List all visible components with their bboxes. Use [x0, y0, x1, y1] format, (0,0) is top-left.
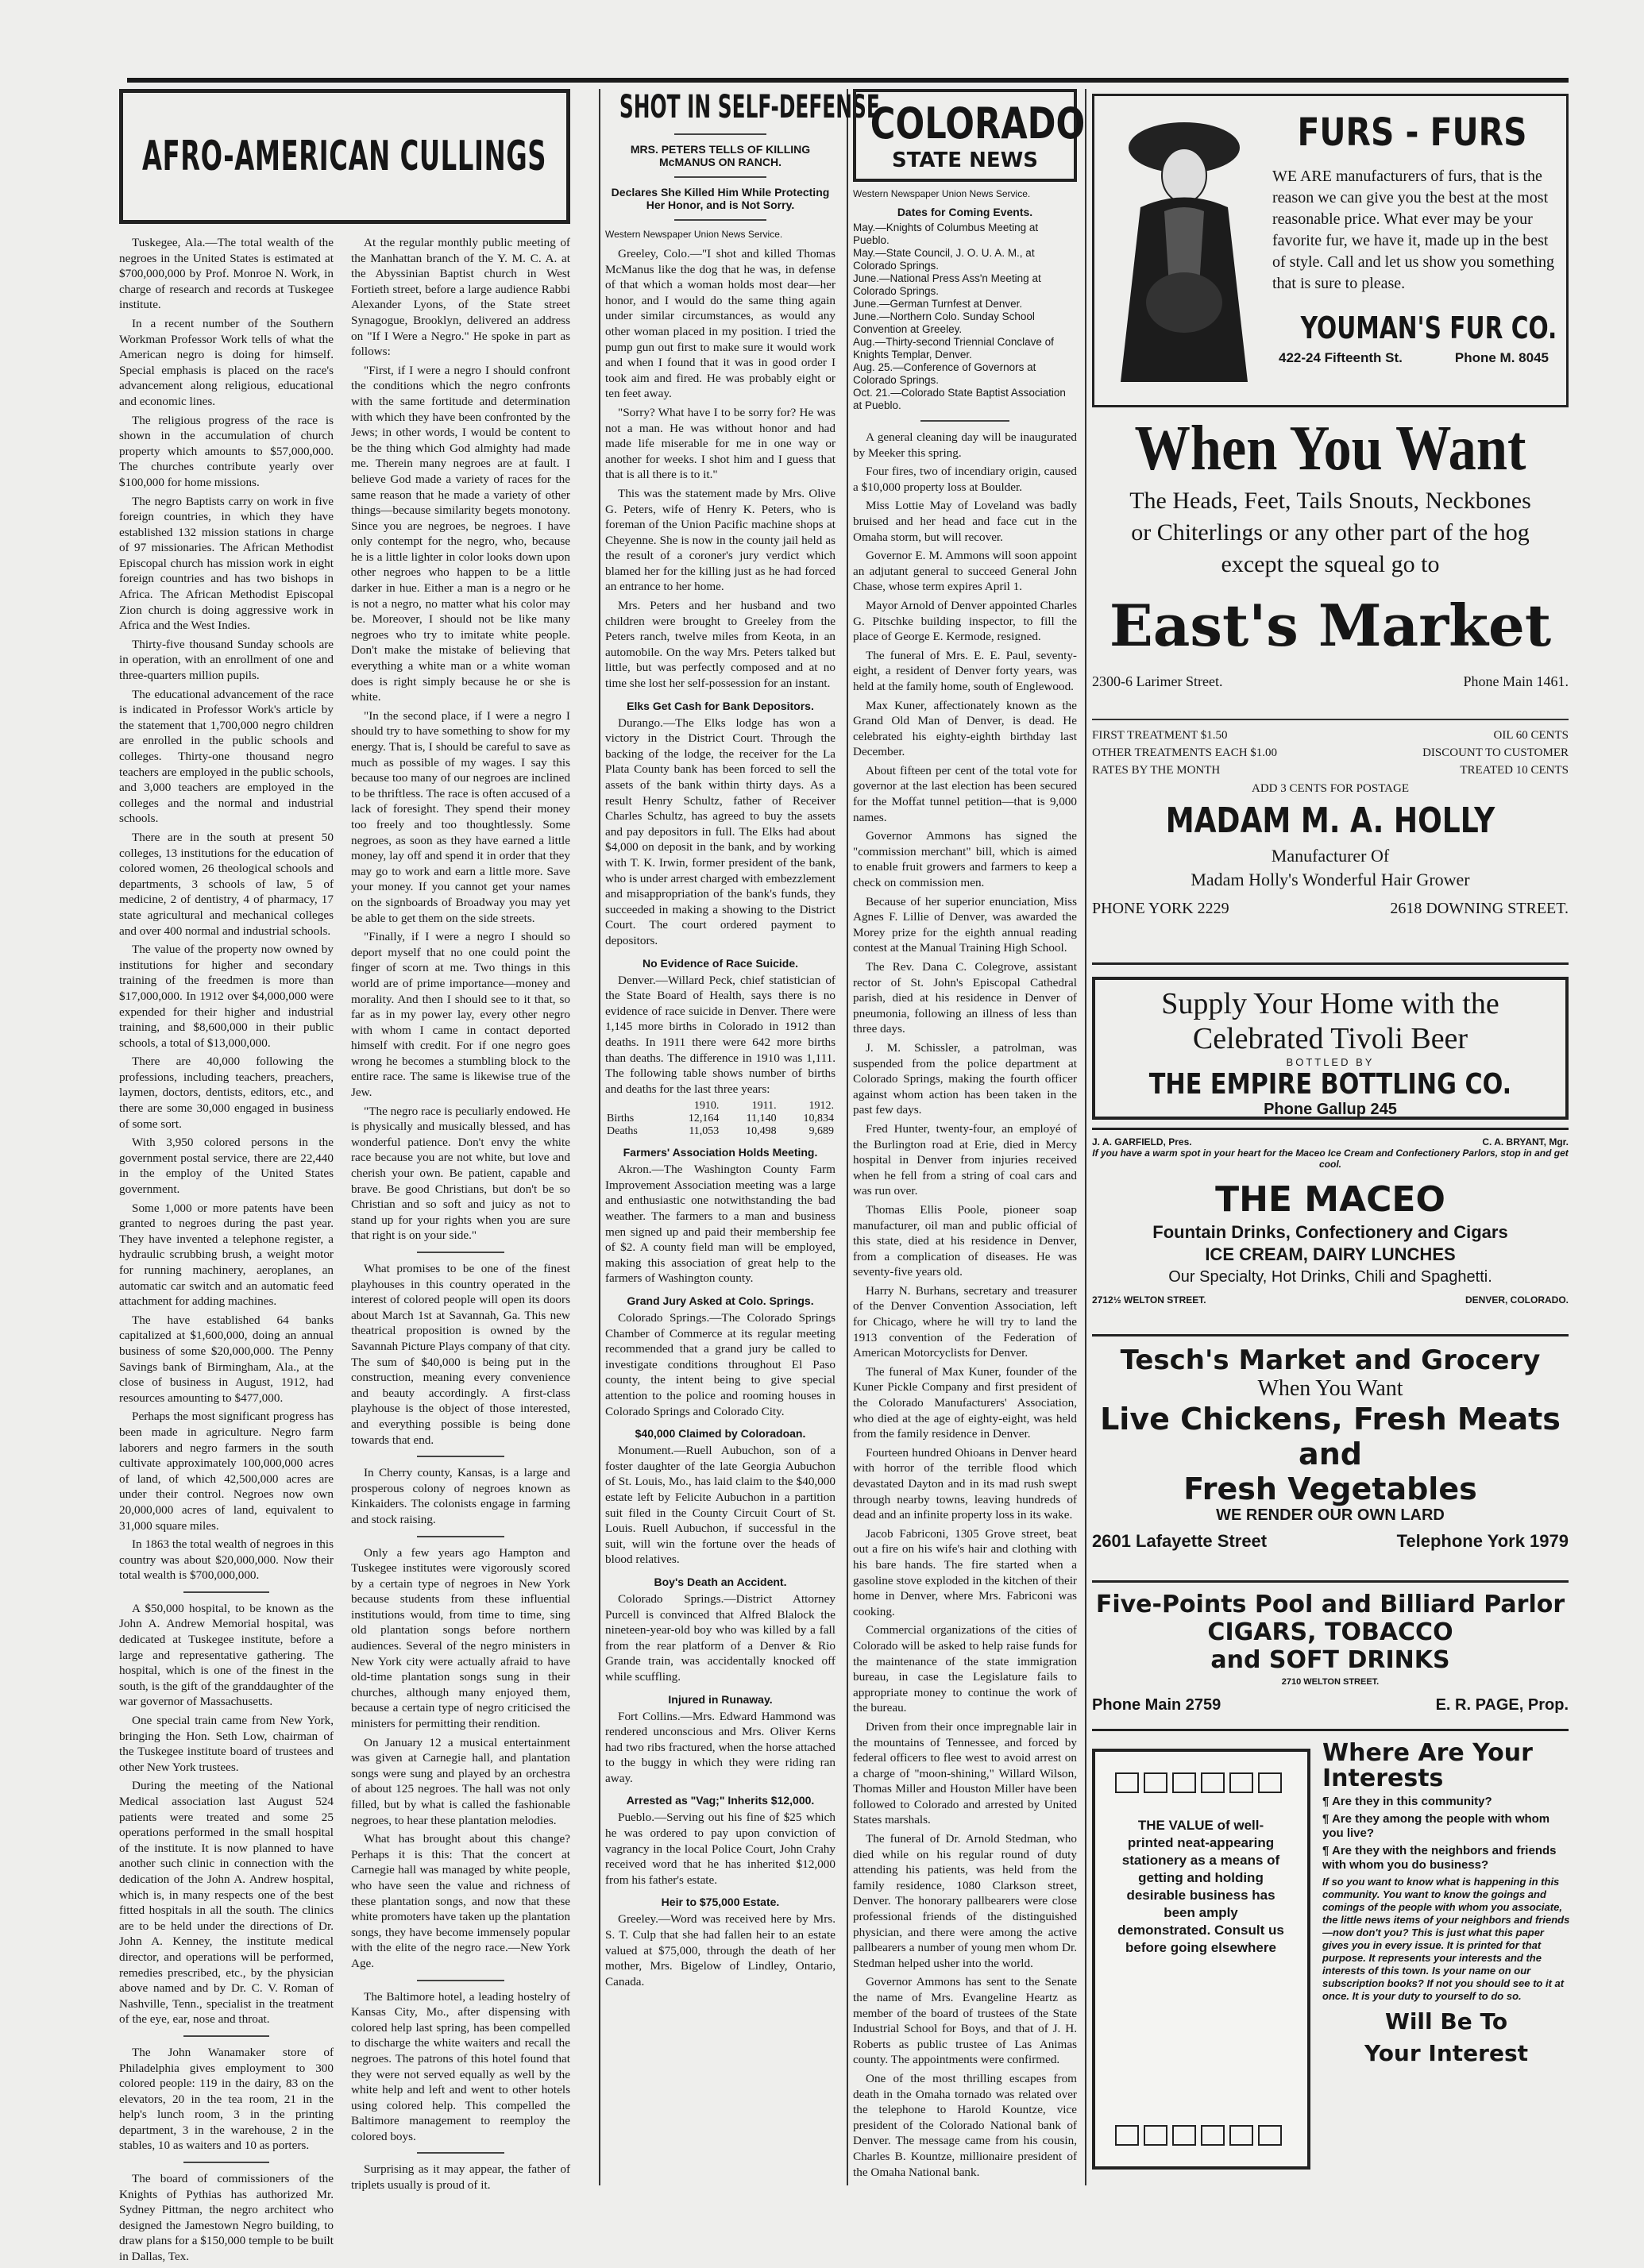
section-heading-box: [119, 89, 570, 224]
paragraph: J. M. Schissler, a patrolman, was suspended from the police department at Colorado Springs, making the fourth officer against whom action has been taken in the past few days.: [853, 1040, 1077, 1117]
paragraph: Mrs. Peters and her husband and two children were brought to Greeley from the Peters ranch, twelve miles from Keota, in an automobile. On the way Mrs. Peters talked but little, but was perfectly composed and at no time she lost her self-possession for an instant.: [605, 599, 836, 691]
paragraph: The religious progress of the race is shown in the accumulation of church property which amounts to $57,000,000. The churches contribute yearly over $100,000 for home missions.: [119, 413, 334, 489]
pool-line: Five-Points Pool and Billiard Parlor: [1095, 1591, 1565, 1618]
paragraph: Thirty-five thousand Sunday schools are in operation, with an enrollment of one and three-quarters million pupils.: [119, 637, 334, 683]
paragraph: Because of her superior enunciation, Miss Agnes F. Lillie of Denver, was awarded the Morey prize for the eighth annual reading contest at the Manual Training High School.: [853, 894, 1077, 955]
date-item: May.—State Council, J. O. U. A. M., at Colorado Springs.: [853, 247, 1035, 272]
item-title: No Evidence of Race Suicide.: [642, 956, 799, 970]
colorado-heading-box: [853, 89, 1086, 182]
paragraph: Only a few years ago Hampton and Tuskegee institutes were vigorously scored by a certain type of negroes in New York because students from these influential institutions would, from time to time, sing old plantation songs before northern audiences. Several of the negro ministers in New York city were actually afraid to have old-time plantation songs sung in their churches, although many enjoyed them, because a certain type of negro criticised the ministers for permitting their rendition.: [351, 1545, 570, 1731]
paragraph: The educational advancement of the race is indicated in Professor Work's article by the statement that 1,700,000 negro children are enrolled in the public schools and colleges. Thirty-one thousand negro teachers are employed in the public schools, and 3,000 teachers are employed in the colleges and the normal and industrial schools.: [119, 687, 334, 826]
tivoli-phone: Phone Gallup 245: [1264, 1101, 1397, 1118]
column-1: [119, 235, 334, 2268]
divider: [674, 133, 766, 135]
item-title: Farmers' Association Holds Meeting.: [623, 1146, 818, 1159]
furs-ad: [1092, 94, 1569, 407]
colorado-state-news-column: [853, 89, 1086, 2192]
stationery-text: THE VALUE of well-printed neat-appearing stationery as a means of getting and holding desirable business has been amply demonstrated. Consult us before going elsewhere: [1117, 1818, 1284, 1955]
madam-holly-ad: [1092, 719, 1569, 965]
paragraph: Harry N. Burhans, secretary and treasurer of the Denver Convention Association, left for Chicago, where he will try to land the 1913 convention of the Federation of American Motorcyclists for Denver.: [853, 1283, 1077, 1360]
rate-row: [1092, 744, 1569, 762]
east-line: except the squeal go to: [1221, 551, 1440, 577]
tesch-line: WE RENDER OUR OWN LARD: [1216, 1506, 1445, 1524]
table-row: [605, 1125, 836, 1138]
headline: SHOT IN SELF-DEFENSE: [619, 89, 880, 125]
tivoli-bottled: BOTTLED BY: [1286, 1056, 1375, 1068]
interests-question: ¶ Are they among the people with whom you live?: [1322, 1812, 1550, 1840]
east-contact: [1092, 673, 1569, 690]
tesch-line: Live Chickens, Fresh Meats and: [1100, 1402, 1561, 1472]
paragraph: Denver.—Willard Peck, chief statistician of the State Board of Health, says there is no evidence of race suicide in Denver. There were 1,145 more births in Colorado in 1912 than deaths. In 1911 there were 642 more births than deaths. The difference in 1910 was 1,111. The following table shows number of births and deaths for the last three years:: [605, 973, 836, 1096]
paragraph: There are 40,000 following the professions, including teachers, preachers, laymen, doctors, dentists, editors, etc., and there are some 30,000 engaged in business of some sort.: [119, 1055, 334, 1131]
furs-address: 422-24 Fifteenth St.: [1279, 350, 1403, 365]
paragraph: Akron.—The Washington County Farm Improvement Association meeting was a large and enthusiastic one notwithstanding the bad weather. The farmers to a man and business men signed up and paid their membership fee of $2. A county field man will be employed, making this association of great help to the farmers of Washington county.: [605, 1163, 836, 1286]
table-row: [605, 1100, 836, 1113]
tesch-phone: Telephone York 1979: [1396, 1531, 1569, 1551]
paragraph: During the meeting of the National Medical association last August 524 patients were treated and some 25 operations performed in the small hospital of the institute. It is now planned to have another such clinic in connection with the dedication of the John A. Andrew hospital, which is, in many respects one of the best fitted hospitals in all the south. The clinics are to be held under the directions of Dr. John A. Kenney, the institute medical director, and operations will be performed, remedies prescribed, etc., by the physician above named and by Dr. C. V. Roman of Nashville, Tenn., specialist in the treatment of the eye, ear, nose and throat.: [119, 1779, 334, 2027]
tivoli-line: Supply Your Home with the: [1161, 987, 1499, 1020]
paragraph: Fort Collins.—Mrs. Edward Hammond was rendered unconscious and Mrs. Oliver Kerns had two ribs fractured, when the horse attached to the buggy in which they were riding ran away.: [605, 1709, 836, 1785]
top-rule: [127, 78, 1569, 83]
date-item: Aug. 25.—Conference of Governors at Colorado Springs.: [853, 361, 1036, 386]
maceo-city: DENVER, COLORADO.: [1465, 1294, 1569, 1306]
holly-phone: PHONE YORK 2229: [1092, 900, 1229, 917]
divider: [417, 1980, 504, 1981]
pool-line: CIGARS, TOBACCO: [1207, 1618, 1453, 1646]
interests-column: [1322, 1741, 1570, 2066]
column-2: [351, 235, 570, 2197]
table-cell: [605, 1100, 663, 1113]
east-phone: Phone Main 1461.: [1463, 673, 1569, 689]
rate-row: [1092, 727, 1569, 744]
east-address: 2300-6 Larimer Street.: [1092, 673, 1223, 689]
holly-name: MADAM M. A. HOLLY: [1165, 800, 1495, 841]
paragraph: In a recent number of the Southern Workman Professor Work tells of what the American negro is doing for himself. Special emphasis is placed on the race's advancement along religious, educational and economic lines.: [119, 316, 334, 408]
holly-line: Madam Holly's Wonderful Hair Grower: [1191, 870, 1470, 889]
furs-text: WE ARE manufacturers of furs, that is the reason we can give you the best at the most reasonable price. What ever may be your favorite fur, we have it, made up in the best of style. Call and let us show you something that is sure to please.: [1272, 168, 1554, 292]
interests-question: ¶ Are they in this community?: [1322, 1795, 1492, 1808]
table-cell: 1910.: [693, 1100, 720, 1113]
date-item: June.—National Press Ass'n Meeting at Colorado Springs.: [853, 272, 1041, 297]
tivoli-beer-ad: [1092, 977, 1569, 1120]
paragraph: Governor E. M. Ammons will soon appoint an adjutant general to succeed General John Chase, whose term expires April 1.: [853, 549, 1077, 594]
paragraph: Miss Lottie May of Loveland was badly bruised and her head and face cut in the Omaha storm, but will recover.: [853, 499, 1077, 544]
where-are-your-interests-ad: [1092, 1741, 1569, 2185]
date-item: Oct. 21.—Colorado State Baptist Association at Pueblo.: [853, 387, 1066, 411]
deck: MRS. PETERS TELLS OF KILLING McMANUS ON RANCH.: [630, 143, 811, 168]
holly-contact: [1092, 900, 1569, 917]
pool-proprietor: E. R. PAGE, Prop.: [1435, 1696, 1569, 1714]
paragraph: A $50,000 hospital, to be known as the John A. Andrew Memorial hospital, was dedicated at Tuskegee institute, before a large and representative gathering. The hospital, which is one of the finest in the south, is the gift of the granddaughter of the war governor of Massachusetts.: [119, 1601, 334, 1709]
date-item: June.—German Turnfest at Denver.: [853, 298, 1023, 310]
paragraph: Governor Ammons has sent to the Senate the name of Mrs. Evangeline Heartz as member of the board of trustees of the State Industrial School for Boys, and that of J. H. Roberts as public trustee of Las Animas county. The appointments were confirmed.: [853, 1975, 1077, 2067]
paragraph: "In the second place, if I were a negro I should try to have something to show for my energy. That is, I should be careful to save as much as possible of my wages. I say this because too many of our negroes are inclined to be thriftless. The race is often accused of a lack of foresight. They spend their money too freely and too thoughtlessly. Some negroes, as soon as they have earned a little money, lay off and spend it in order that they may go to work and earn a little more. Save your money. If you cannot get your names on the signboards of Broadway you may yet be able to get them on the side streets.: [351, 708, 570, 925]
furs-company: YOUMAN'S FUR CO.: [1300, 310, 1557, 345]
postage-note: ADD 3 CENTS FOR POSTAGE: [1252, 782, 1409, 795]
afro-american-cullings-section: [119, 89, 580, 2264]
paragraph: One of the most thrilling escapes from death in the Omaha tornado was related over the telephone to Harold Kountze, vice president of the Colorado National bank of Denver. The message came from his cousin, Charles B. Kountze, millionaire president of the Omaha National bank.: [853, 2071, 1077, 2179]
divider: [674, 219, 766, 221]
paragraph: On January 12 a musical entertainment was given at Carnegie hall, and plantation songs were sung and played by an orchestra of about 125 negroes. The hall was not only filled, but by what is called the fashionable negroes, to hear these plantation melodies.: [351, 1735, 570, 1827]
dates-title: Dates for Coming Events.: [897, 206, 1033, 218]
paragraph: What has brought about this change? Perhaps it is this: That the concert at Carnegie hall was managed by white people, who have seen the value and richness of these plantation songs, and now that these white promoters have taken up the plantation songs, they have become immensely popular with the elite of the negro race.—New York Age.: [351, 1832, 570, 1970]
maceo-name: THE MACEO: [1215, 1179, 1445, 1220]
table-cell: 11,140: [746, 1113, 777, 1125]
maceo-line: Our Specialty, Hot Drinks, Chili and Spaghetti.: [1168, 1268, 1492, 1286]
item-title: Boy's Death an Accident.: [654, 1575, 787, 1588]
holly-line: Manufacturer Of: [1271, 846, 1390, 866]
rate: DISCOUNT TO CUSTOMER: [1422, 746, 1569, 759]
holly-address: 2618 DOWNING STREET.: [1390, 900, 1569, 917]
rate: RATES BY THE MONTH: [1092, 764, 1221, 777]
paragraph: "First, if I were a negro I should confront the conditions which the negro confronts with the same fortitude and determination with which they have been confronted by the Jews; in other words, I would be content to be the thing which God almighty had made me. Therein many negroes are at fault. I believe God made a variety of races for the same reason that he made a variety of other things—because similarity begets monotony. Since you are negroes, be negroes. I have only contempt for the negro, who, because he is a little lighter in color looks down upon other negroes who happen to be a little darker in hue. Either a man is a negro or he is not a negro, no matter what his color may be. Moreover, I should not be like many negroes who try to imitate white people. Don't make the mistake of believing that everything a white man or a white woman does is right simply because he or she is white.: [351, 363, 570, 704]
divider: [183, 2162, 269, 2163]
table-cell: 12,164: [688, 1113, 720, 1125]
divider: [417, 1456, 504, 1457]
interests-title: Where Are Your Interests: [1322, 1739, 1533, 1792]
item-title: Heir to $75,000 Estate.: [661, 1896, 780, 1909]
colorado-subtitle: STATE NEWS: [891, 148, 1039, 172]
column-rule: [847, 89, 848, 2185]
pool-contact: [1092, 1696, 1569, 1714]
tesch-contact: [1092, 1531, 1569, 1552]
maceo-president: J. A. GARFIELD, Pres.: [1092, 1136, 1192, 1148]
colorado-title: COLORADO: [870, 98, 1086, 148]
maceo-contact: [1092, 1294, 1569, 1306]
paragraph: In Cherry county, Kansas, is a large and prosperous colony of negroes known as Kinkaiders. The colonists engage in farming and stock raising.: [351, 1466, 570, 1526]
byline: Western Newspaper Union News Service.: [605, 229, 783, 240]
paragraph: The value of the property now owned by institutions for higher and secondary training of the freedmen is more than $17,000,000. In 1912 over $4,000,000 were expended for their higher and industrial training, and $8,600,000 in their public schools, a total of $13,000,000.: [119, 943, 334, 1050]
column-rule: [1085, 89, 1086, 2185]
item-title: Arrested as "Vag;" Inherits $12,000.: [626, 1794, 815, 1807]
paragraph: What promises to be one of the finest playhouses in this country operated in the interest of colored people will open its doors about March 1st at Savannah, Ga. This new theatrical proposition is owned by the Savannah Picture Plays company of that city. The sum of $40,000 is being put in the construction, meaning every convenience and beauty accordingly. A first-class playhouse is the object of those interested, and everything possible is being done towards that end.: [351, 1262, 570, 1447]
ornament-row: [1113, 2125, 1284, 2150]
item-title: $40,000 Claimed by Coloradoan.: [635, 1427, 806, 1441]
paragraph: Monument.—Ruell Aubuchon, son of a foster daughter of the late Georgia Aubuchon of St. Louis, Mo., has laid claim to the $40,000 estate left by Felicite Aubuchon in a partition suit filed in the County Circuit Court of St. Louis. Ruell Aubuchon, if successful in the suit, will win the fortune over the heads of blood relatives.: [605, 1444, 836, 1567]
paragraph: In 1863 the total wealth of negroes in this country was about $20,000,000. Now their total wealth is $700,000,000.: [119, 1537, 334, 1583]
table-cell: 11,053: [689, 1125, 720, 1138]
table-cell: Deaths: [607, 1125, 638, 1138]
east-market-ad: [1092, 413, 1569, 715]
table-cell: 1911.: [751, 1100, 777, 1113]
shot-in-self-defense-column: [605, 89, 880, 2192]
pool-address: 2710 WELTON STREET.: [1281, 1677, 1380, 1687]
divider: [417, 1536, 504, 1537]
maceo-note: If you have a warm spot in your heart for the Maceo Ice Cream and Confectionery Parlors, stop in and get cool.: [1092, 1148, 1569, 1170]
paragraph: Pueblo.—Serving out his fine of $25 which he was ordered to pay upon conviction of vagrancy in the local Police Court, John Crahy received word that he has inherited $12,000 from his father's estate.: [605, 1811, 836, 1887]
table-cell: 10,498: [746, 1125, 777, 1138]
births-deaths-table: [605, 1100, 836, 1138]
paragraph: The have established 64 banks capitalized at $1,600,000, doing an annual business of some $20,000,000. The Penny Savings bank of Birmingham, Ala., at the close of business in August, 1912, had resources amounting to $477,000.: [119, 1313, 334, 1405]
paragraph: Commercial organizations of the cities of Colorado will be asked to help raise funds for the maintenance of the state immigration bureau, in case the Legislature fails to appropriate money to continue the work of the bureau.: [853, 1623, 1077, 1715]
dates-list: [853, 222, 1077, 412]
item-title: Injured in Runaway.: [668, 1692, 773, 1706]
paragraph: The Baltimore hotel, a leading hostelry of Kansas City, Mo., after dispensing with colored help last spring, has been compelled to discharge the white waiters and recall the negroes. The patrons of this hotel found that they were not served equally as well by the white help and left and went to other hotels using colored help. This compelled the Baltimore management to reemploy the colored boys.: [351, 1989, 570, 2143]
interests-question: ¶ Are they with the neighbors and friends with whom you do business?: [1322, 1844, 1557, 1872]
section-heading: AFRO-AMERICAN CULLINGS: [142, 133, 547, 180]
paragraph: About fifteen per cent of the total vote for governor at the last election has been secured for the Moffat tunnel petition—that is 9,000 names.: [853, 763, 1077, 824]
paragraph: Fourteen hundred Ohioans in Denver heard with horror of the terrible flood which devastated Dayton and in its mad rush swept through nearby towns, leaving hundreds of dead and an infinite property loss in its wake.: [853, 1445, 1077, 1522]
paragraph: Tuskegee, Ala.—The total wealth of the negroes in the United States is estimated at $700,000,000 by Prof. Monroe N. Work, in charge of research and records at Tuskegee institute.: [119, 236, 334, 312]
rate: TREATED 10 CENTS: [1460, 764, 1569, 777]
interests-end: Your Interest: [1364, 2040, 1528, 2066]
paragraph: "Sorry? What have I to be sorry for? He was not a man. He was without honor and had made life miserable for me in one way or another for weeks. I shot him and I guess that that is all there is to it.": [605, 405, 836, 482]
paragraph: The funeral of Dr. Arnold Stedman, who died while on his regular round of duty attending his patients, was held from the family residence, 1080 Clarkson street, Denver. The honorary pallbearers were close professional friends of the distinguished physician, and there were among the active pallbearers a number of young men whom Dr. Stedman helped usher into the world.: [853, 1832, 1077, 1970]
paragraph: Colorado Springs.—District Attorney Purcell is convinced that Alfred Blalock the nineteen-year-old boy who was killed by a fall from the rear platform of a Denver & Rio Grande train, was accidentally knocked off while scuffling.: [605, 1591, 836, 1684]
divider: [417, 2152, 504, 2154]
paragraph: Surprising as it may appear, the father of triplets usually is proud of it.: [351, 2162, 570, 2193]
tesch-line: Fresh Vegetables: [1183, 1472, 1477, 1506]
furs-phone: Phone M. 8045: [1454, 350, 1549, 365]
rate: OIL 60 CENTS: [1493, 729, 1569, 742]
maceo-line: Fountain Drinks, Confectionery and Cigars: [1152, 1222, 1508, 1242]
divider: [417, 1252, 504, 1253]
tesch-line: When You Want: [1257, 1376, 1403, 1401]
maceo-address: 2712½ WELTON STREET.: [1092, 1294, 1206, 1306]
paragraph: One special train came from New York, bringing the Hon. Seth Low, chairman of the Tuskegee institute board of trustees and other New York trustees.: [119, 1714, 334, 1774]
paragraph: At the regular monthly public meeting of the Manhattan branch of the Y. M. C. A. at the Abyssinian Baptist church in West Fortieth street, before a large audience Rabbi Alexander Lyons, of the State street Synagogue, Brooklyn, delivered an address on "If I Were a Negro." He spoke in part as follows:: [351, 236, 570, 359]
column-rule: [599, 89, 600, 2185]
table-cell: 9,689: [808, 1125, 834, 1138]
paragraph: Durango.—The Elks lodge has won a victory in the District Court. Through the backing of the lodge, the receiver for the La Plata County bank has been forced to sell the assets of the bank within thirty days. As a result Henry Schultz, father of Receiver Charles Schultz, has agreed to buy the assets and pay depositors in full. The Elks had about $4,000 on deposit in the bank, and by working with T. K. Irwin, former president of the bank, who is under arrest charged with embezzlement and misappropriation of the bank's funds, they succeeded in making a showing to the District Court. The court ordered payment to depositors.: [605, 716, 836, 947]
table-row: [605, 1113, 836, 1125]
item-title: Elks Get Cash for Bank Depositors.: [627, 699, 814, 712]
divider: [920, 420, 1010, 422]
paragraph: The board of commissioners of the Knights of Pythias has authorized Mr. Sydney Pittman, the negro architect who designed the Jamestown Negro building, to draw plans for a $150,000 temple to be built in Dallas, Tex.: [119, 2172, 334, 2264]
furs-contact: [1279, 350, 1549, 366]
divider: [674, 176, 766, 178]
date-item: May.—Knights of Columbus Meeting at Pueblo.: [853, 222, 1039, 246]
rate: FIRST TREATMENT $1.50: [1092, 729, 1228, 742]
east-line: or Chiterlings or any other part of the hog: [1131, 519, 1530, 546]
paragraph: The John Wanamaker store of Philadelphia gives employment to 300 colored people: 119 in the dairy, 83 on the elevators, 20 in the tea room, 21 in the help's lunch room, 3 in the printing department, 3 in the warehouse, 2 in the stables, 10 as waiters and 10 as porters.: [119, 2045, 334, 2153]
east-headline: When You Want: [1134, 414, 1526, 484]
rate: OTHER TREATMENTS EACH $1.00: [1092, 746, 1278, 759]
east-line: The Heads, Feet, Tails Snouts, Neckbones: [1129, 488, 1531, 514]
tivoli-company: THE EMPIRE BOTTLING CO.: [1148, 1068, 1512, 1101]
paragraph: Thomas Ellis Poole, pioneer soap manufacturer, oil man and public official of this state, died at his residence in Denver, from a complication of diseases. He was seventy-five years old.: [853, 1202, 1077, 1279]
date-item: June.—Northern Colo. Sunday School Convention at Greeley.: [853, 310, 1035, 335]
pool-line: and SOFT DRINKS: [1210, 1646, 1450, 1674]
paragraph: Greeley, Colo.—"I shot and killed Thomas McManus like the dog that he was, in defense of that which a woman holds most dear—her honor, and I would do the same thing again under similar circumstances, as would any other woman placed in my position. I tried the pump gun out first to make sure it would work and when I found that it was in good order I took aim and fired. He was probably eight or ten feet away.: [605, 247, 836, 401]
maceo-officers: [1092, 1136, 1569, 1148]
item-title: Grand Jury Asked at Colo. Springs.: [627, 1294, 814, 1308]
tesch-market-ad: [1092, 1334, 1569, 1572]
ornament-row: [1113, 1772, 1284, 1797]
woman-in-fur-illustration: [1109, 112, 1260, 390]
paragraph: Mayor Arnold of Denver appointed Charles G. Pitschke building inspector, to fill the place of George E. Kermode, resigned.: [853, 598, 1077, 644]
paragraph: "The negro race is peculiarly endowed. He is physically and musically blessed, and has wonderful patience. Don't envy the white race because you are not white, but love and cherish your own. Be patient, capable and brave. Be good Christians, but don't be so Christian and so soft and juicy as not to stand up for your rights when you are sure that right is on your side.": [351, 1104, 570, 1243]
paragraph: The funeral of Max Kuner, founder of the Kuner Pickle Company and first president of the Colorado Manufacturers' Association, who died at the age of eighty-eight, was held from the family residence in Denver.: [853, 1364, 1077, 1441]
paragraph: Fred Hunter, twenty-four, an employé of the Burlington road at Erie, died in Mercy hospital in Denver from injuries received when he fell from a string of coal cars and was run over.: [853, 1121, 1077, 1198]
paragraph: Max Kuner, affectionately known as the Grand Old Man of Denver, is dead. He celebrated his eighty-eighth birthday last December.: [853, 698, 1077, 759]
table-cell: 10,834: [803, 1113, 834, 1125]
paragraph: Greeley.—Word was received here by Mrs. S. T. Culp that she had fallen heir to an estate valued at $75,000, through the death of her mother, Mrs. Bigelow of Lindley, Ontario, Canada.: [605, 1912, 836, 1988]
stationery-box: [1092, 1749, 1310, 2170]
east-market-name: East's Market: [1109, 592, 1552, 659]
divider: [183, 1591, 269, 1593]
table-cell: Births: [607, 1113, 635, 1125]
tivoli-line: Celebrated Tivoli Beer: [1192, 1022, 1468, 1055]
paragraph: A general cleaning day will be inaugurated by Meeker this spring.: [853, 430, 1077, 460]
interests-end: Will Be To: [1384, 2008, 1508, 2035]
paragraph: Four fires, two of incendiary origin, caused a $10,000 property loss at Boulder.: [853, 465, 1077, 494]
paragraph: This was the statement made by Mrs. Olive G. Peters, wife of Henry K. Peters, who is foreman of the Union Pacific machine shops at Cheyenne. She is now in the county jail held as the result of a coroner's jury verdict which blamed her for the killing just as he had forced an entrance to her home.: [605, 486, 836, 594]
date-item: Aug.—Thirty-second Triennial Conclave of Knights Templar, Denver.: [853, 336, 1054, 361]
deck: Declares She Killed Him While Protecting Her Honor, and is Not Sorry.: [611, 186, 830, 211]
table-cell: 1912.: [808, 1100, 834, 1113]
paragraph: Colorado Springs.—The Colorado Springs Chamber of Commerce at its regular meeting recommended that a grand jury be called to investigate conditions throughout El Paso county, the intent being to give special attention to the police and rooming houses in Colorado Springs and Colorado City.: [605, 1311, 836, 1418]
paragraph: Jacob Fabriconi, 1305 Grove street, beat out a fire on his wife's hair and clothing with his bare hands. The fire started when a gasoline stove exploded in the kitchen of their home in Denver, where Mrs. Fabriconi was cooking.: [853, 1526, 1077, 1618]
furs-title: FURS - FURS: [1297, 110, 1527, 155]
byline: Western Newspaper Union News Service.: [853, 188, 1031, 199]
paragraph: The negro Baptists carry on work in five foreign countries, in which they have established 132 mission stations in charge of 97 missionaries. The African Methodist Episcopal church has mission work in eight foreign countries and has two bishops in Africa. The African Methodist Episcopal Zion church is doing aggressive work in Africa and the West Indies.: [119, 494, 334, 633]
pool-parlor-ad: [1092, 1580, 1569, 1731]
paragraph: Governor Ammons has signed the "commission merchant" bill, which is aimed to enable fruit growers and farmers to keep a check on commission men.: [853, 829, 1077, 890]
divider: [183, 2035, 269, 2037]
paragraph: "Finally, if I were a negro I should so deport myself that no one could point the finger of scorn at me. Two things in this world are of prime importance—money and morality. And then I should see to it that, so far as in my power lay, every other negro with whom I came in contact deported himself with credit. For if one negro goes wrong he becomes a stumbling block to the entire race. The same is likewise true of the Jew.: [351, 930, 570, 1100]
maceo-manager: C. A. BRYANT, Mgr.: [1482, 1136, 1569, 1148]
tesch-line: Tesch's Market and Grocery: [1120, 1344, 1541, 1376]
maceo-ad: [1092, 1128, 1569, 1326]
tesch-address: 2601 Lafayette Street: [1092, 1531, 1268, 1551]
paragraph: The Rev. Dana C. Colegrove, assistant rector of St. John's Episcopal Cathedral parish, died at his residence in Denver of pneumonia, following an illness of less than three days.: [853, 960, 1077, 1036]
paragraph: With 3,950 colored persons in the government postal service, there are 22,440 in the employ of the United States government.: [119, 1136, 334, 1197]
paragraph: There are in the south at present 50 colleges, 13 institutions for the education of colored women, 26 theological schools and departments, 3 schools of law, 5 of medicine, 2 of dentistry, 4 of pharmacy, 17 state agricultural and mechanical colleges and over 400 normal and industrial schools.: [119, 830, 334, 938]
paragraph: The funeral of Mrs. E. E. Paul, seventy-eight, a resident of Denver forty years, was held at the family home, south of Englewood.: [853, 648, 1077, 693]
rate-row: [1092, 762, 1569, 779]
paragraph: Perhaps the most significant progress has been made in agriculture. Negro farm laborers and negro farmers in the south cultivate approximately 100,000,000 acres of land, of which 42,500,000 acres are under their control. Negroes now own 20,000,000 acres of land, equivalent to 31,000 square miles.: [119, 1410, 334, 1533]
paragraph: Driven from their once impregnable lair in the mountains of Tennessee, and forced by federal officers to flee west to avoid arrest on a charge of "moon-shining," Willard Wilson, Thomas Miller and Houston Miller have been followed to Colorado and arrested by United States marshals.: [853, 1719, 1077, 1827]
pool-phone: Phone Main 2759: [1092, 1696, 1221, 1714]
interests-body: If so you want to know what is happening in this community. You want to know the goings and comings of the people with whom you associate, the little news items of your neighbors and friends—now don't you? This is just what this paper gives you in every issue. It is printed for that purpose. It represents your interests and the interests of this town. Is your name on our subscription books? If not you should see to it at once. It is your duty to yourself to do so.: [1322, 1876, 1570, 2002]
paragraph: Some 1,000 or more patents have been granted to negroes during the past year. They have invented a telephone register, a hydraulic scrubbing brush, a weight motor for running machinery, aeroplanes, an automatic car switch and an automatic feed attachment for adding machines.: [119, 1201, 334, 1309]
maceo-line: ICE CREAM, DAIRY LUNCHES: [1205, 1244, 1456, 1264]
